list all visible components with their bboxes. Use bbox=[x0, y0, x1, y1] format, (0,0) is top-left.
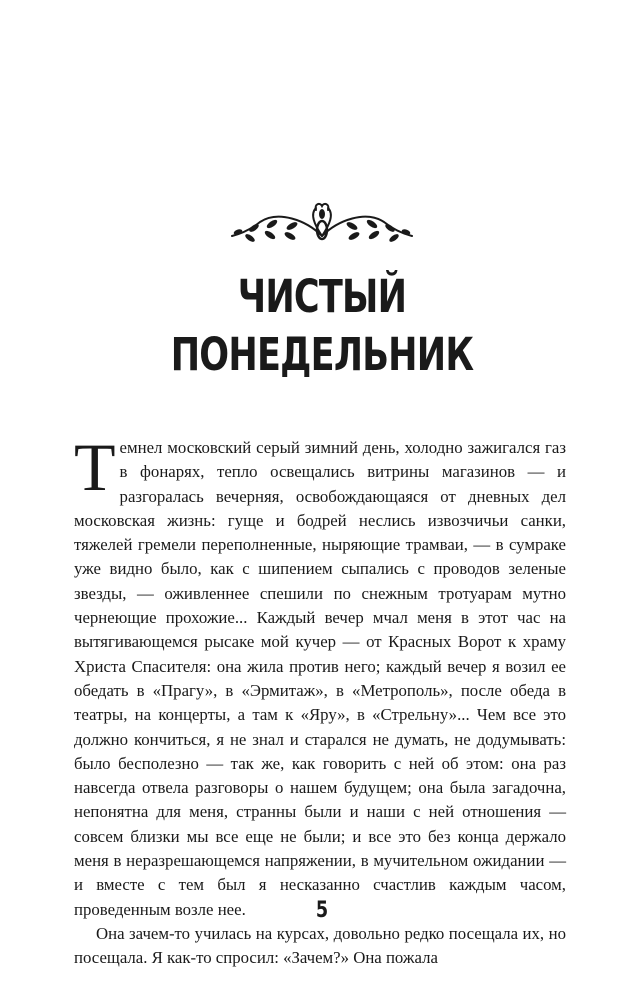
chapter-title-line-2: ПОНЕДЕЛЬНИК bbox=[170, 328, 474, 381]
chapter-title bbox=[0, 268, 644, 384]
paragraph-2: Она зачем-то училась на курсах, довольно редко посещала их, но посещала. Я как-то спросил: «Зачем?» Она пожала bbox=[74, 923, 566, 968]
chapter-title-line-1: ЧИСТЫЙ bbox=[237, 270, 407, 323]
page-number: 5 bbox=[315, 898, 329, 923]
paragraph-1-text: емнел московский серый зимний день, холодно зажигался газ в фонарях, тепло освещались витрины магазинов — и разгоралась вечерняя, освобождающаяся от дневных дел московская жизнь: гуще и бодрей неслись извозчичьи санки, тяжелей гремели переполненные, ныряющие трамваи, — в сумраке уже видно было, как с шипением сыпались с проводов зеленые звезды, — оживленнее спешили по снежным тротуарам мутно чернеющие прохожие... Каждый вечер мчал меня в этот час на вытягивающемся рысаке мой кучер — от Красных Ворот к храму Христа Спасителя: она жила против него; каждый вечер я возил ее обедать в «Прагу», в «Эрмитаж», в «Метрополь», после обеда в театры, на концерты, а там к «Яру», в «Стрельну»... Чем все это должно кончиться, я не знал и старался не думать, не додумывать: было бесполезно — так же, как говорить с ней об этом: она раз навсегда отвела разговоры о нашем будущем; она была загадочна, непонятна для меня, странны были и наши с ней отношения — совсем близки мы все еще не были; и все это без конца держало меня в неразрешающемся напряжении, в мучительном ожидании — и вместе с тем был я несказанно счастлив каждым часом, проведенным возле нее. bbox=[74, 438, 566, 919]
paragraph-1 bbox=[74, 429, 566, 922]
drop-cap: Т bbox=[74, 429, 116, 505]
decorative-ornament bbox=[230, 200, 414, 252]
body-text bbox=[74, 429, 566, 971]
